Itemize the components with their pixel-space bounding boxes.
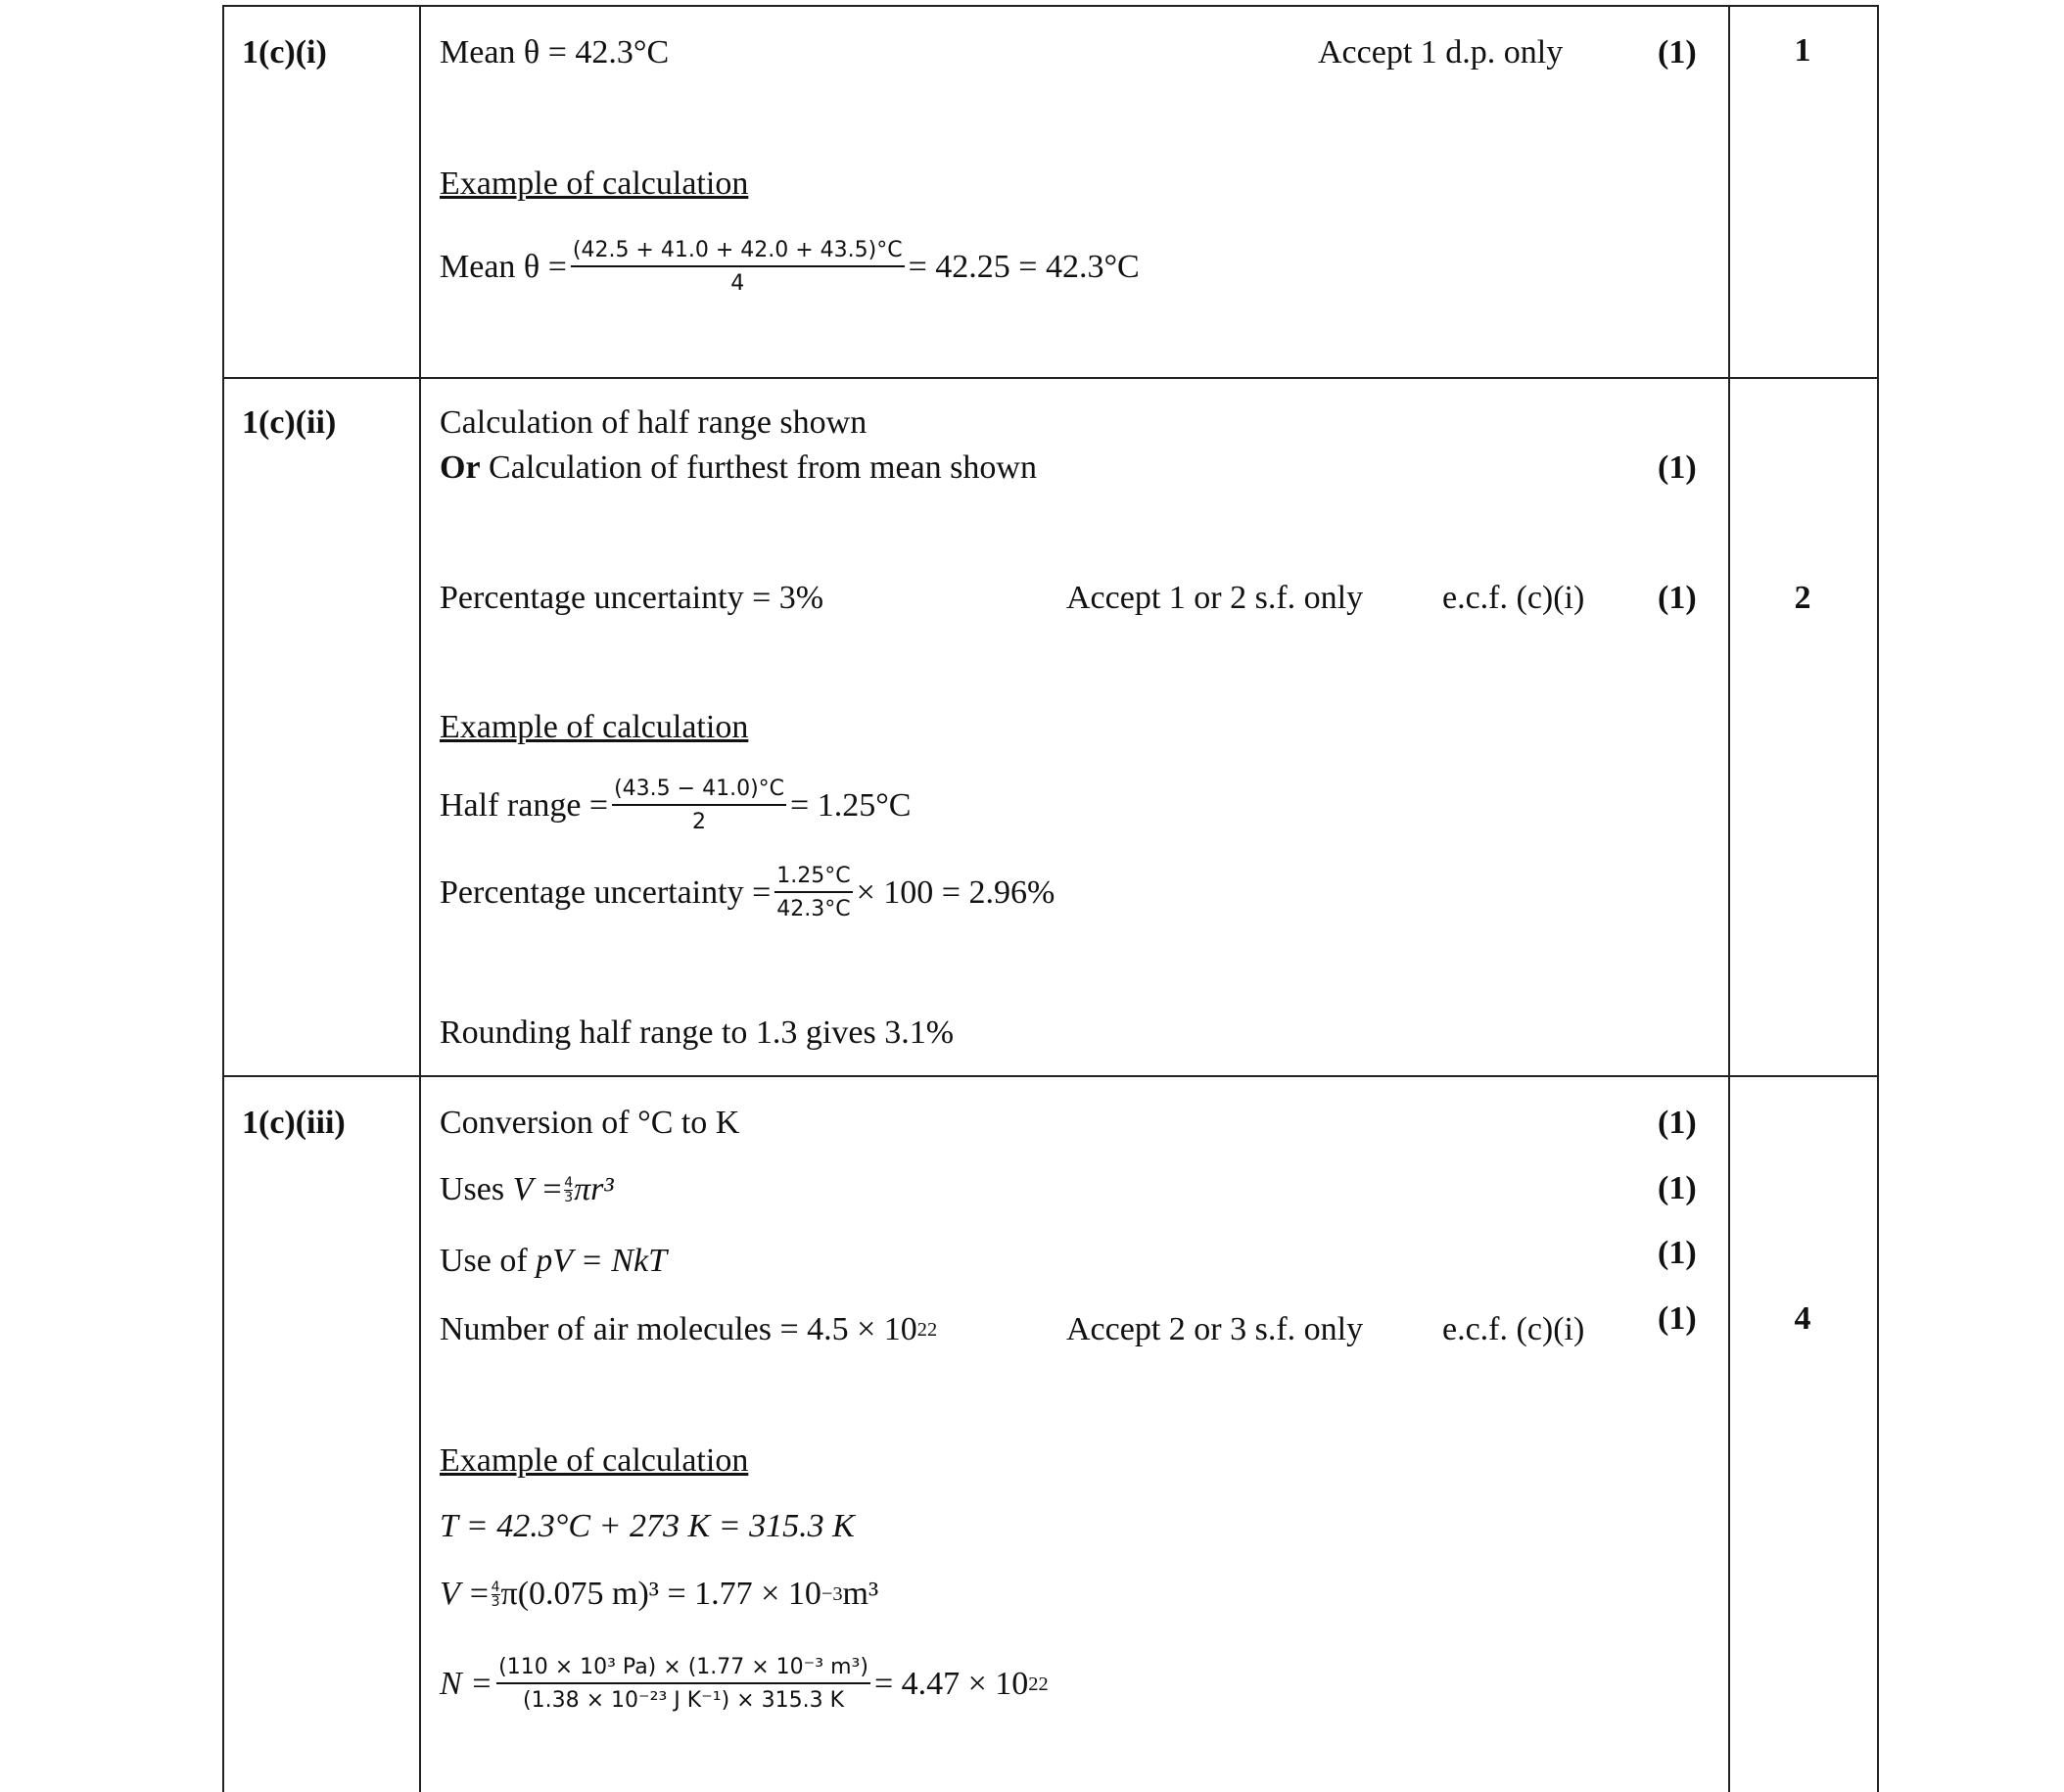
denominator: 3 bbox=[491, 1593, 500, 1610]
denominator: 42.3°C bbox=[776, 897, 851, 921]
answer-line: Calculation of half range shown bbox=[440, 404, 868, 441]
fraction bbox=[571, 238, 905, 297]
numerator: 4 bbox=[491, 1579, 500, 1595]
ecf-note: e.c.f. (c)(i) bbox=[1442, 580, 1585, 616]
numerator: 4 bbox=[564, 1174, 574, 1191]
mark: (1) bbox=[1658, 449, 1697, 486]
table-border-top bbox=[222, 5, 1879, 7]
four-thirds bbox=[492, 1580, 500, 1609]
row-divider bbox=[222, 1075, 1879, 1077]
denominator: 4 bbox=[730, 271, 745, 296]
total-marks: 1 bbox=[1794, 32, 1811, 69]
calc-prefix: Percentage uncertainty = bbox=[440, 874, 772, 911]
calc-result: = 42.25 = 42.3°C bbox=[908, 249, 1140, 285]
prefix: Use of bbox=[440, 1243, 528, 1279]
numerator: (43.5 − 41.0)°C bbox=[612, 777, 786, 806]
mark: (1) bbox=[1658, 1105, 1697, 1141]
mark: (1) bbox=[1658, 1170, 1697, 1206]
rounding-note: Rounding half range to 1.3 gives 3.1% bbox=[440, 1014, 955, 1051]
exponent: −3 bbox=[821, 1583, 843, 1605]
prefix: V = bbox=[440, 1576, 491, 1612]
mean-calculation bbox=[440, 238, 1140, 297]
answer-line: Mean θ = 42.3°C bbox=[440, 34, 670, 71]
formula: pV = NkT bbox=[536, 1243, 667, 1279]
column-divider bbox=[1728, 5, 1730, 1792]
exponent: 22 bbox=[916, 1319, 938, 1341]
half-range-calculation bbox=[440, 777, 911, 835]
volume-value: π(0.075 m)³ = 1.77 × 10 bbox=[500, 1576, 821, 1612]
answer-line bbox=[440, 447, 1037, 490]
example-heading: Example of calculation bbox=[440, 165, 749, 202]
accept-note: Accept 1 d.p. only bbox=[1318, 34, 1564, 71]
answer-line bbox=[440, 1240, 667, 1283]
calc-prefix: Mean θ = bbox=[440, 249, 567, 285]
mark: (1) bbox=[1658, 1235, 1697, 1271]
question-label: 1(c)(i) bbox=[242, 34, 327, 71]
total-marks: 4 bbox=[1794, 1300, 1811, 1337]
answer-line bbox=[440, 1308, 937, 1351]
calc-prefix: Half range = bbox=[440, 787, 609, 824]
four-thirds bbox=[564, 1176, 573, 1204]
mark: (1) bbox=[1658, 1300, 1697, 1337]
fraction bbox=[612, 777, 786, 835]
table-border-right bbox=[1877, 5, 1879, 1792]
numerator: (110 × 10³ Pa) × (1.77 × 10⁻³ m³) bbox=[496, 1655, 870, 1684]
formula-tail: πr³ bbox=[574, 1171, 614, 1207]
ecf-note: e.c.f. (c)(i) bbox=[1442, 1311, 1585, 1347]
question-label: 1(c)(ii) bbox=[242, 404, 337, 441]
answer-line: Percentage uncertainty = 3% bbox=[440, 580, 824, 616]
row-divider bbox=[222, 377, 1879, 379]
example-heading: Example of calculation bbox=[440, 709, 749, 745]
accept-note: Accept 2 or 3 s.f. only bbox=[1066, 1311, 1364, 1347]
table-border-left bbox=[222, 5, 224, 1792]
answer-line: Conversion of °C to K bbox=[440, 1105, 740, 1141]
calc-result: = 4.47 × 10 bbox=[873, 1666, 1029, 1702]
numerator: (42.5 + 41.0 + 42.0 + 43.5)°C bbox=[571, 238, 905, 267]
total-marks: 2 bbox=[1794, 580, 1811, 616]
example-heading: Example of calculation bbox=[440, 1442, 749, 1479]
fraction bbox=[774, 864, 852, 922]
calc-result: = 1.25°C bbox=[790, 787, 912, 824]
answer-text: Number of air molecules = 4.5 × 10 bbox=[440, 1311, 917, 1347]
formula: V = bbox=[512, 1171, 564, 1207]
column-divider bbox=[419, 5, 421, 1792]
molecule-calculation bbox=[440, 1655, 1049, 1714]
prefix: N = bbox=[440, 1666, 493, 1702]
numerator: 1.25°C bbox=[774, 864, 852, 893]
exponent: 22 bbox=[1028, 1674, 1049, 1695]
denominator: 3 bbox=[564, 1189, 574, 1205]
volume-calculation bbox=[440, 1573, 878, 1616]
question-label: 1(c)(iii) bbox=[242, 1105, 346, 1141]
calc-result: × 100 = 2.96% bbox=[856, 874, 1055, 911]
answer-line bbox=[440, 1168, 614, 1211]
unit: m³ bbox=[842, 1576, 879, 1612]
mark: (1) bbox=[1658, 580, 1697, 616]
or-keyword: Or bbox=[440, 449, 481, 486]
temperature-calculation: T = 42.3°C + 273 K = 315.3 K bbox=[440, 1508, 855, 1544]
denominator: (1.38 × 10⁻²³ J K⁻¹) × 315.3 K bbox=[523, 1688, 845, 1713]
alt-text: Calculation of furthest from mean shown bbox=[489, 449, 1037, 486]
denominator: 2 bbox=[692, 810, 707, 834]
accept-note: Accept 1 or 2 s.f. only bbox=[1066, 580, 1364, 616]
percentage-calculation bbox=[440, 864, 1055, 922]
mark: (1) bbox=[1658, 34, 1697, 71]
fraction bbox=[496, 1655, 870, 1714]
prefix: Uses bbox=[440, 1171, 505, 1207]
